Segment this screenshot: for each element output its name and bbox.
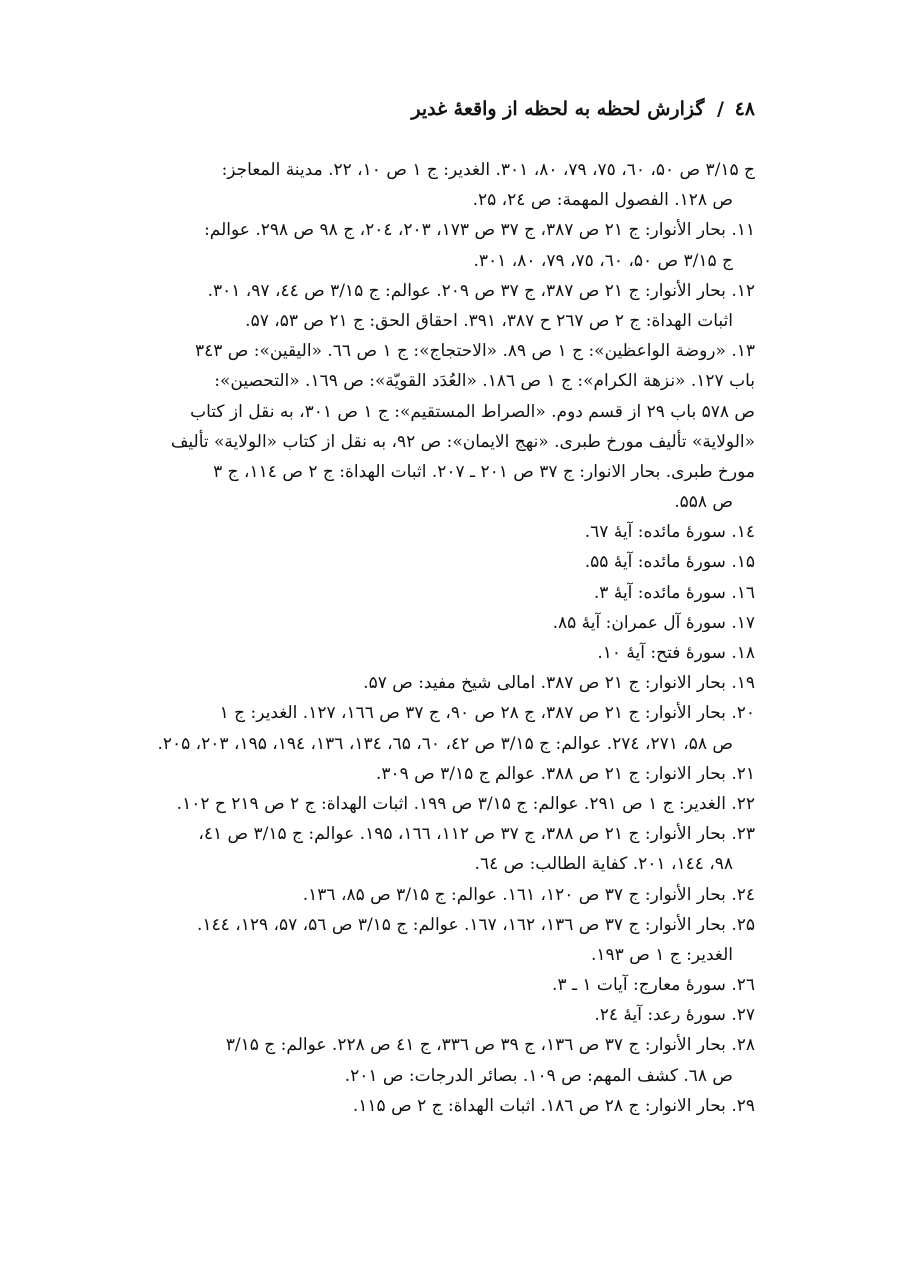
endnote-line: ۲۳. بحار الأنوار: ج ۲۱ ص ۳۸۸، ج ۳۷ ص ۱۱۲، ۱٦٦، ۱۹۵. عوالم: ج ۳/۱۵ ص ٤۱، xyxy=(198,824,755,845)
endnote-line: مورخ طبری. بحار الانوار: ج ۳۷ ص ۲۰۱ ـ ۲۰٧. اثبات الهداة: ج ۲ ص ۱۱٤، ج ۳ xyxy=(213,461,755,482)
endnote-line: ۲٦. سورهٔ معارج: آیات ۱ ـ ۳. xyxy=(552,975,755,996)
header-separator: / xyxy=(717,98,724,120)
endnote-continuation-line: ۹۸، ۱٤٤، ۲۰۱. کفایة الطالب: ص ٦٤. xyxy=(474,854,733,875)
endnote-continuation-line: ص ۱۲۸. الفصول المهمة: ص ۲٤، ۲۵. xyxy=(472,190,733,211)
endnote-line: ۱۸. سورهٔ فتح: آیهٔ ۱۰. xyxy=(597,643,755,663)
endnote-line: ۲٤. بحار الأنوار: ج ۳۷ ص ۱۲۰، ۱٦۱. عوالم: ج ۳/۱۵ ص ۸۵، ۱۳٦. xyxy=(302,884,755,905)
endnote-line: ۲۲. الغدیر: ج ۱ ص ۲۹۱. عوالم: ج ۳/۱۵ ص ۱۹۹. اثبات الهداة: ج ۲ ص ۲۱۹ ح ۱۰۲. xyxy=(176,793,755,814)
endnote-line: ۲۵. بحار الأنوار: ج ۳۷ ص ۱۳٦، ۱٦۲، ۱٦٧. عوالم: ج ۳/۱۵ ص ۵٦، ۵٧، ۱۲۹، ۱٤٤. xyxy=(197,914,755,935)
endnote-line: ۱۵. سورهٔ مائده: آیهٔ ۵۵. xyxy=(584,552,755,573)
endnote-continuation-line: الغدیر: ج ۱ ص ۱۹۳. xyxy=(591,944,733,965)
endnote-line: ص ۵۷۸ باب ۲۹ از قسم دوم. «الصراط المستقیم»: ج ۱ ص ۳۰۱، به نقل از کتاب xyxy=(190,401,755,422)
endnote-line: ۱۲. بحار الأنوار: ج ۲۱ ص ۳۸۷، ج ۳۷ ص ۲۰۹. عوالم: ج ۳/۱۵ ص ٤٤، ۹٧، ۳۰۱. xyxy=(207,280,755,301)
endnote-line: ۲۰. بحار الأنوار: ج ۲۱ ص ۳۸۷، ج ۲۸ ص ۹۰، ج ۳۷ ص ۱٦٦، ۱۲٧. الغدیر: ج ۱ xyxy=(219,703,755,724)
endnote-line: ۱۱. بحار الأنوار: ج ۲۱ ص ۳۸۷، ج ۳۷ ص ۱۷۳، ۲۰۳، ۲۰٤، ج ۹۸ ص ۲۹۸. عوالم: xyxy=(204,220,755,241)
endnotes-list xyxy=(145,155,755,1121)
endnote-continuation-line: ص ۵۸، ۲٧۱، ۲٧٤. عوالم: ج ۳/۱۵ ص ٤۲، ٦۰، ٦۵، ۱۳٤، ۱۳٦، ۱۹٤، ۱۹۵، ۲۰۳، ۲۰۵. xyxy=(157,733,733,754)
endnote-continuation-line: اثبات الهداة: ج ۲ ص ۲٦٧ ح ۳۸۷، ۳۹۱. احقاق الحق: ج ۲۱ ص ۵۳، ۵٧. xyxy=(245,310,733,331)
endnote-line: ۲۸. بحار الأنوار: ج ۳۷ ص ۱۳٦، ج ۳۹ ص ۳۳٦، ج ٤۱ ص ۲۲۸. عوالم: ج ۳/۱۵ xyxy=(225,1035,755,1056)
endnote-line: ۱۳. «روضة الواعظین»: ج ۱ ص ۸۹. «الاحتجاج»: ج ۱ ص ٦٦. «الیقین»: ص ۳٤۳ xyxy=(194,341,755,362)
endnote-line: «الولایة» تألیف مورخ طبری. «نهج الایمان»: ص ۹۲، به نقل از کتاب «الولایة» تألیف xyxy=(170,431,755,452)
endnote-line: ۱٧. سورهٔ آل عمران: آیهٔ ۸۵. xyxy=(552,612,755,633)
endnote-line: ۲٧. سورهٔ رعد: آیهٔ ۲٤. xyxy=(594,1005,755,1026)
endnote-line: ۱٦. سورهٔ مائده: آیهٔ ۳. xyxy=(593,582,755,603)
endnote-continuation-line: ص ٦۸. کشف المهم: ص ۱۰۹. بصائر الدرجات: ص ۲۰۱. xyxy=(344,1065,733,1086)
endnote-continuation-line: ص ۵۵۸. xyxy=(674,492,733,513)
endnote-continuation-line: ج ۳/۱۵ ص ۵۰، ٦٠، ٧٥، ٧٩، ٨٠، ۳۰۱. xyxy=(473,250,733,271)
endnote-line: ۲۹. بحار الانوار: ج ۲۸ ص ۱۸٦. اثبات الهداة: ج ۲ ص ۱۱۵. xyxy=(352,1095,755,1116)
endnote-line: ۲۱. بحار الانوار: ج ۲۱ ص ۳۸۸. عوالم ج ۳/۱۵ ص ۳۰۹. xyxy=(375,763,755,784)
endnote-line: باب ۱۲۷. «نزهة الکرام»: ج ۱ ص ۱۸٦. «العُدَد القویّة»: ص ۱٦۹. «التحصین»: xyxy=(214,371,755,392)
running-header xyxy=(150,98,755,134)
endnote-line: ۱٤. سورهٔ مائده: آیهٔ ٦٧. xyxy=(584,522,755,543)
page-number: ٤٨ xyxy=(734,98,755,120)
endnote-line: ج ۳/۱۵ ص ۵۰، ٦٠، ٧٥، ٧٩، ٨٠، ۳۰۱. الغدیر: ج ۱ ص ۱۰، ۲۲. مدینة المعاجز: xyxy=(221,160,755,180)
book-title: گزارش لحظه به لحظه از واقعهٔ غدیر xyxy=(411,98,705,120)
endnote-line: ۱۹. بحار الانوار: ج ۲۱ ص ۳۸۷. امالی شیخ مفید: ص ۵٧. xyxy=(363,673,755,694)
